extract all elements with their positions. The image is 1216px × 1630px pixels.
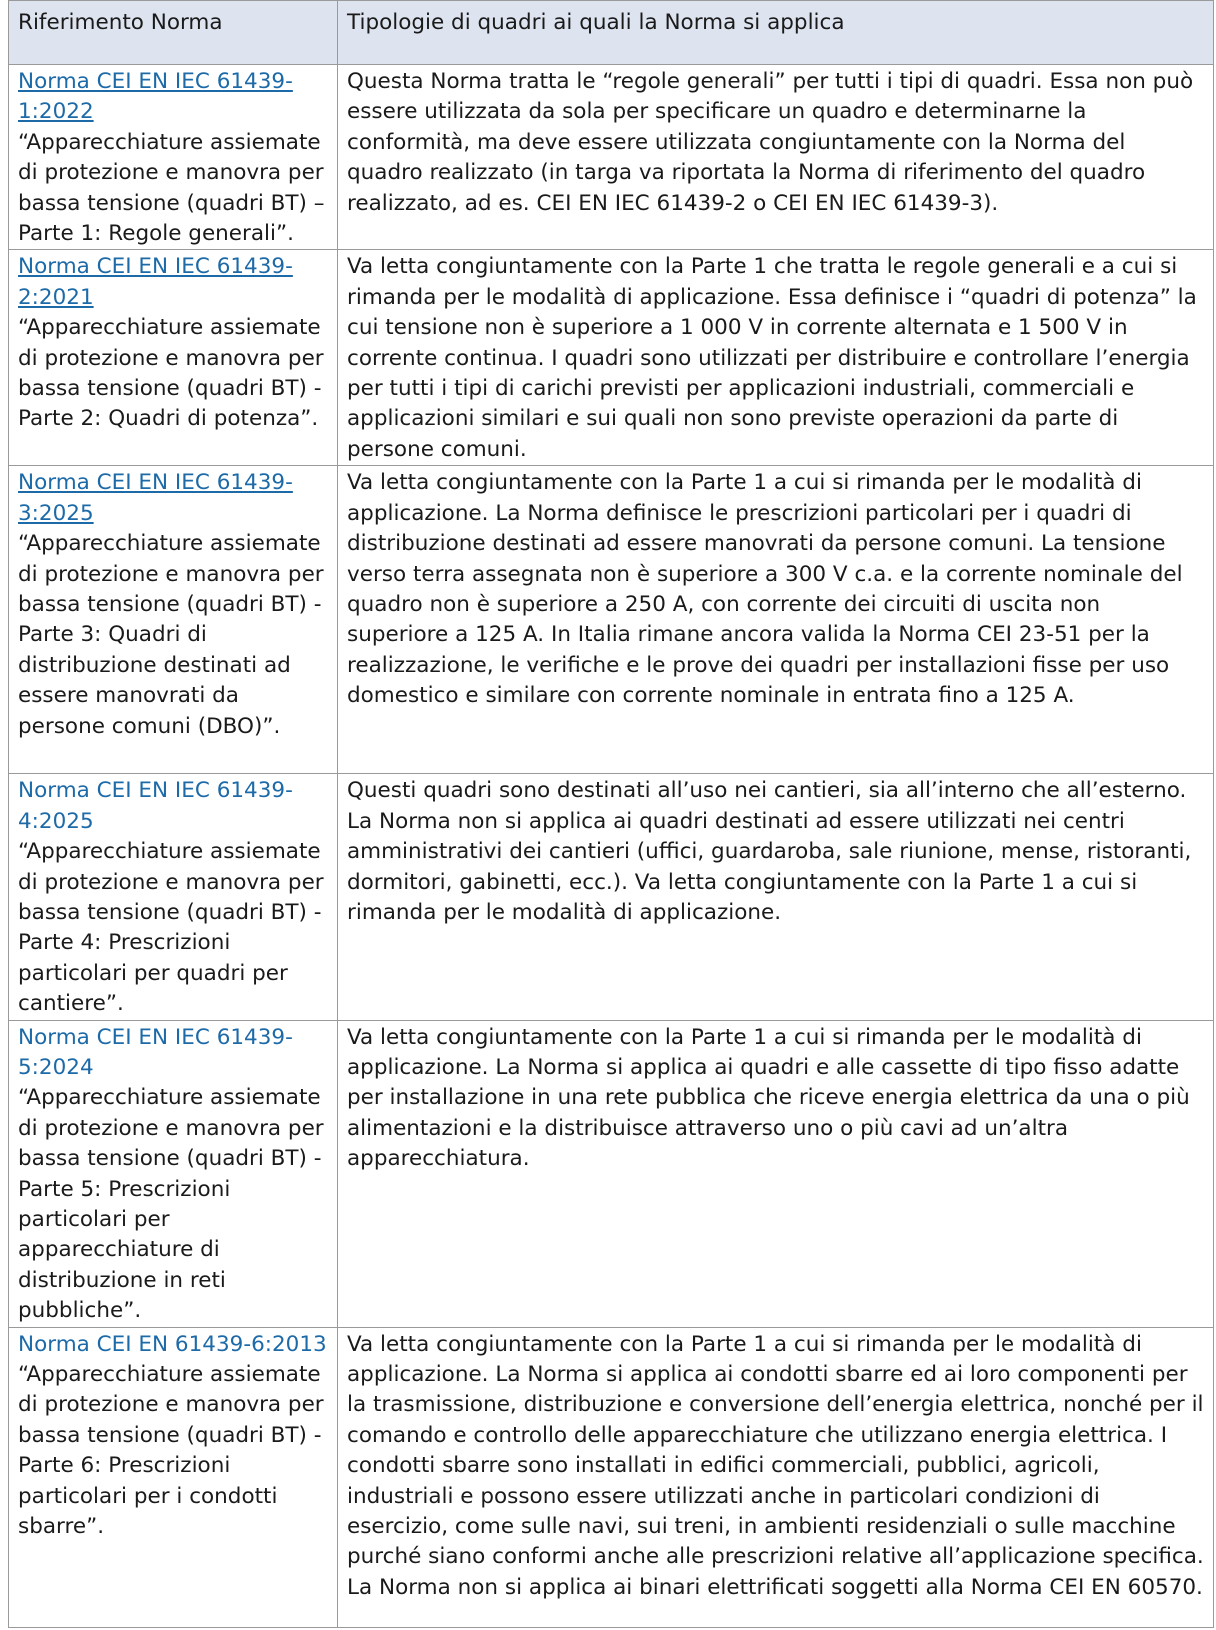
- table-row: [9, 774, 1214, 1020]
- norma-cell: [9, 65, 338, 250]
- norma-link[interactable]: Norma CEI EN IEC 61439-4:2025: [18, 778, 293, 834]
- norma-cell: [9, 1020, 338, 1327]
- norma-cell: [9, 466, 338, 774]
- description-cell: Va letta congiuntamente con la Parte 1 a cui si rimanda per le modalità di applicazione. La Norma definisce le prescrizioni particolari per i quadri di distribuzione destinati ad essere manovrati da persone comuni. La tensione verso terra assegnata non è superiore a 300 V c.a. e la corrente nominale del quadro non è superiore a 250 A, con corrente dei circuiti di uscita non superiore a 125 A. In Italia rimane ancora valida la Norma CEI 23-51 per la realizzazione, le verifiche e le prove dei quadri per installazioni fisse per uso domestico e similare con corrente nominale in entrata fino a 125 A.: [338, 466, 1214, 774]
- norma-link[interactable]: Norma CEI EN IEC 61439-3:2025: [18, 470, 293, 526]
- norma-cell: [9, 774, 338, 1020]
- table-row: [9, 65, 1214, 250]
- table-row: [9, 250, 1214, 466]
- column-header-riferimento: Riferimento Norma: [9, 1, 338, 65]
- norma-link[interactable]: Norma CEI EN 61439-6:2013: [18, 1331, 327, 1357]
- description-cell: Questi quadri sono destinati all’uso nei cantieri, sia all’interno che all’esterno. La Norma non si applica ai quadri destinati ad essere utilizzati nei centri amministrativi dei cantieri (uffici, guardaroba, sale riunione, mense, ristoranti, dormitori, gabinetti, ecc.). Va letta congiuntamente con la Parte 1 a cui si rimanda per le modalità di applicazione.: [338, 774, 1214, 1020]
- description-cell: Va letta congiuntamente con la Parte 1 a cui si rimanda per le modalità di applicazione. La Norma si applica ai quadri e alle cassette di tipo fisso adatte per installazione in una rete pubblica che riceve energia elettrica da una o più alimentazioni e la distribuisce attraverso uno o più cavi ad un’altra apparecchiatura.: [338, 1020, 1214, 1327]
- norme-table: [8, 0, 1214, 1628]
- table-row: [9, 1327, 1214, 1627]
- norma-cell: [9, 1327, 338, 1627]
- description-cell: Va letta congiuntamente con la Parte 1 a cui si rimanda per le modalità di applicazione. La Norma si applica ai condotti sbarre ed ai loro componenti per la trasmissione, distribuzione e conversione dell’energia elettrica, nonché per il comando e controllo delle apparecchiature che utilizzano energia elettrica. I condotti sbarre sono installati in edifici commerciali, pubblici, agricoli, industriali e possono essere utilizzati anche in particolari condizioni di esercizio, come sulle navi, sui treni, in ambienti residenziali o sulle macchine purché siano conformi anche alle prescrizioni relative all’applicazione specifica. La Norma non si applica ai binari elettrificati soggetti alla Norma CEI EN 60570.: [338, 1327, 1214, 1627]
- norma-title: “Apparecchiature assiemate di protezione e manovra per bassa tensione (quadri BT) - Parte 3: Quadri di distribuzione destinati ad essere manovrati da persone comuni (DBO)”.: [18, 531, 324, 739]
- norma-title: “Apparecchiature assiemate di protezione e manovra per bassa tensione (quadri BT) - Parte 5: Prescrizioni particolari per apparecchiature di distribuzione in reti pubbliche”.: [18, 1085, 324, 1324]
- norma-cell: [9, 250, 338, 466]
- norma-title: “Apparecchiature assiemate di protezione e manovra per bassa tensione (quadri BT) - Parte 6: Prescrizioni particolari per i condotti sbarre”.: [18, 1362, 324, 1540]
- norma-title: “Apparecchiature assiemate di protezione e manovra per bassa tensione (quadri BT) – Parte 1: Regole generali”.: [18, 129, 325, 247]
- norma-link[interactable]: Norma CEI EN IEC 61439-5:2024: [18, 1024, 293, 1080]
- table-row: [9, 466, 1214, 774]
- table-header-row: [9, 1, 1214, 65]
- column-header-tipologie: Tipologie di quadri ai quali la Norma si applica: [338, 1, 1214, 65]
- description-cell: Questa Norma tratta le “regole generali” per tutti i tipi di quadri. Essa non può essere utilizzata da sola per specificare un quadro e determinarne la conformità, ma deve essere utilizzata congiuntamente con la Norma del quadro realizzato (in targa va riportata la Norma di riferimento del quadro realizzato, ad es. CEI EN IEC 61439-2 o CEI EN IEC 61439-3).: [338, 65, 1214, 250]
- table-row: [9, 1020, 1214, 1327]
- norma-link[interactable]: Norma CEI EN IEC 61439-2:2021: [18, 254, 293, 310]
- norma-title: “Apparecchiature assiemate di protezione e manovra per bassa tensione (quadri BT) - Parte 4: Prescrizioni particolari per quadri per cantiere”.: [18, 839, 324, 1017]
- norma-link[interactable]: Norma CEI EN IEC 61439-1:2022: [18, 69, 293, 125]
- description-cell: Va letta congiuntamente con la Parte 1 che tratta le regole generali e a cui si rimanda per le modalità di applicazione. Essa definisce i “quadri di potenza” la cui tensione non è superiore a 1 000 V in corrente alternata e 1 500 V in corrente continua. I quadri sono utilizzati per distribuire e controllare l’energia per tutti i tipi di carichi previsti per applicazioni industriali, commerciali e applicazioni similari e sui quali non sono previste operazioni da parte di persone comuni.: [338, 250, 1214, 466]
- norma-title: “Apparecchiature assiemate di protezione e manovra per bassa tensione (quadri BT) - Parte 2: Quadri di potenza”.: [18, 315, 324, 432]
